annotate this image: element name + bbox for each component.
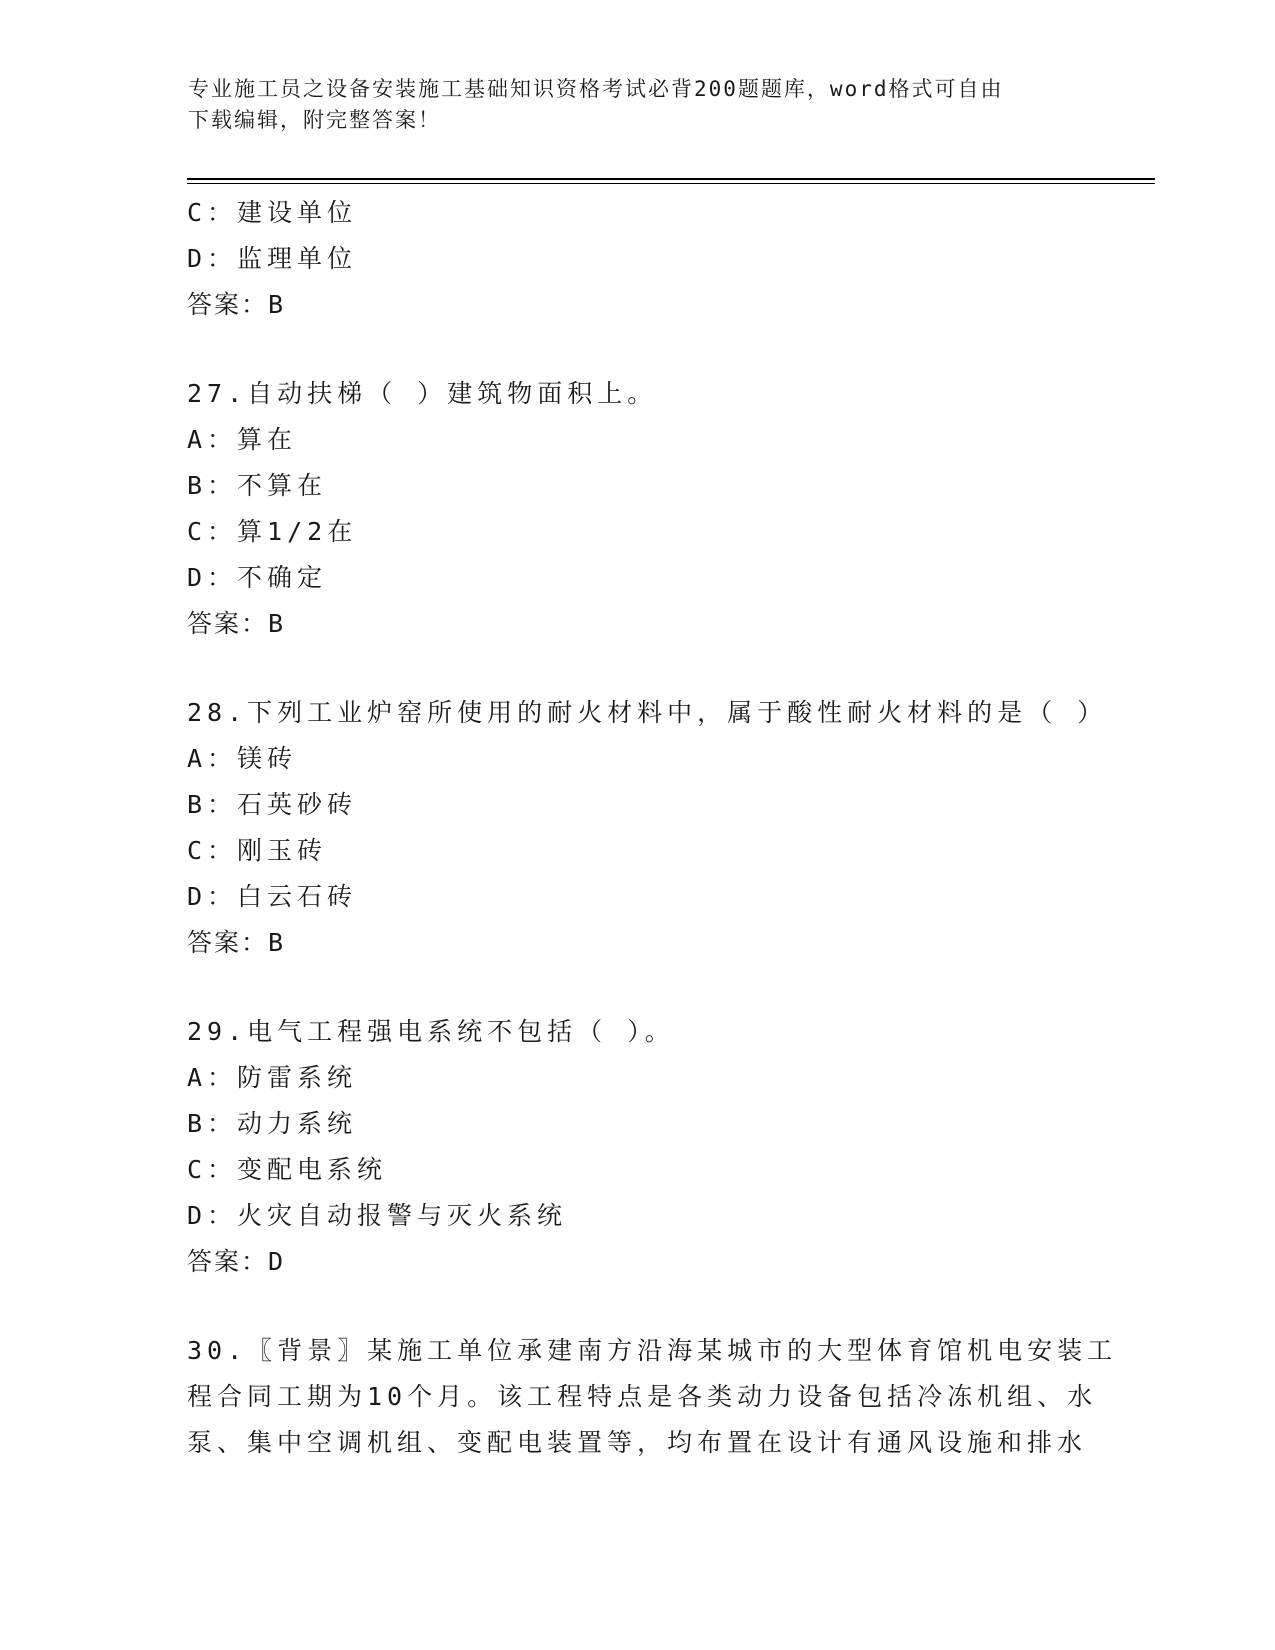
option-c: C：刚玉砖 bbox=[187, 836, 328, 865]
question-26-tail bbox=[187, 190, 1087, 328]
option-c: C：变配电系统 bbox=[187, 1155, 388, 1184]
question-list bbox=[187, 190, 1118, 1466]
question-30 bbox=[187, 1328, 1118, 1466]
document-header bbox=[188, 74, 1068, 136]
answer: 答案：B bbox=[187, 290, 286, 319]
option-d: D：监理单位 bbox=[187, 244, 358, 273]
question-30-line-3: 泵、集中空调机组、变配电装置等，均布置在设计有通风设施和排水 bbox=[187, 1428, 1088, 1457]
option-d: D：不确定 bbox=[187, 563, 328, 592]
question-30-line-2: 程合同工期为10个月。该工程特点是各类动力设备包括冷冻机组、水 bbox=[187, 1382, 1098, 1411]
question-30-line-1: 30.〖背景〗某施工单位承建南方沿海某城市的大型体育馆机电安装工 bbox=[187, 1336, 1118, 1365]
answer: 答案：D bbox=[187, 1247, 286, 1276]
answer: 答案：B bbox=[187, 928, 286, 957]
question-stem: 29.电气工程强电系统不包括（ ）。 bbox=[187, 1017, 675, 1046]
option-c: C：建设单位 bbox=[187, 198, 358, 227]
option-c: C：算1/2在 bbox=[187, 517, 358, 546]
header-rule-thick bbox=[187, 178, 1155, 180]
question-stem: 27.自动扶梯（ ）建筑物面积上。 bbox=[187, 379, 658, 408]
option-b: B：动力系统 bbox=[187, 1109, 358, 1138]
option-b: B：不算在 bbox=[187, 471, 328, 500]
question-28 bbox=[187, 690, 1108, 966]
option-a: A：算在 bbox=[187, 425, 298, 454]
option-a: A：镁砖 bbox=[187, 744, 298, 773]
header-rule-thin bbox=[187, 183, 1155, 184]
header-line-1: 专业施工员之设备安装施工基础知识资格考试必背200题题库，word格式可自由 bbox=[188, 77, 1004, 101]
answer: 答案：B bbox=[187, 609, 286, 638]
question-27 bbox=[187, 371, 1087, 647]
option-d: D：白云石砖 bbox=[187, 882, 358, 911]
question-stem: 28.下列工业炉窑所使用的耐火材料中，属于酸性耐火材料的是（ ） bbox=[187, 698, 1108, 727]
option-d: D：火灾自动报警与灭火系统 bbox=[187, 1201, 568, 1230]
header-line-2: 下载编辑，附完整答案！ bbox=[188, 108, 441, 132]
question-29 bbox=[187, 1009, 1087, 1285]
option-a: A：防雷系统 bbox=[187, 1063, 358, 1092]
option-b: B：石英砂砖 bbox=[187, 790, 358, 819]
